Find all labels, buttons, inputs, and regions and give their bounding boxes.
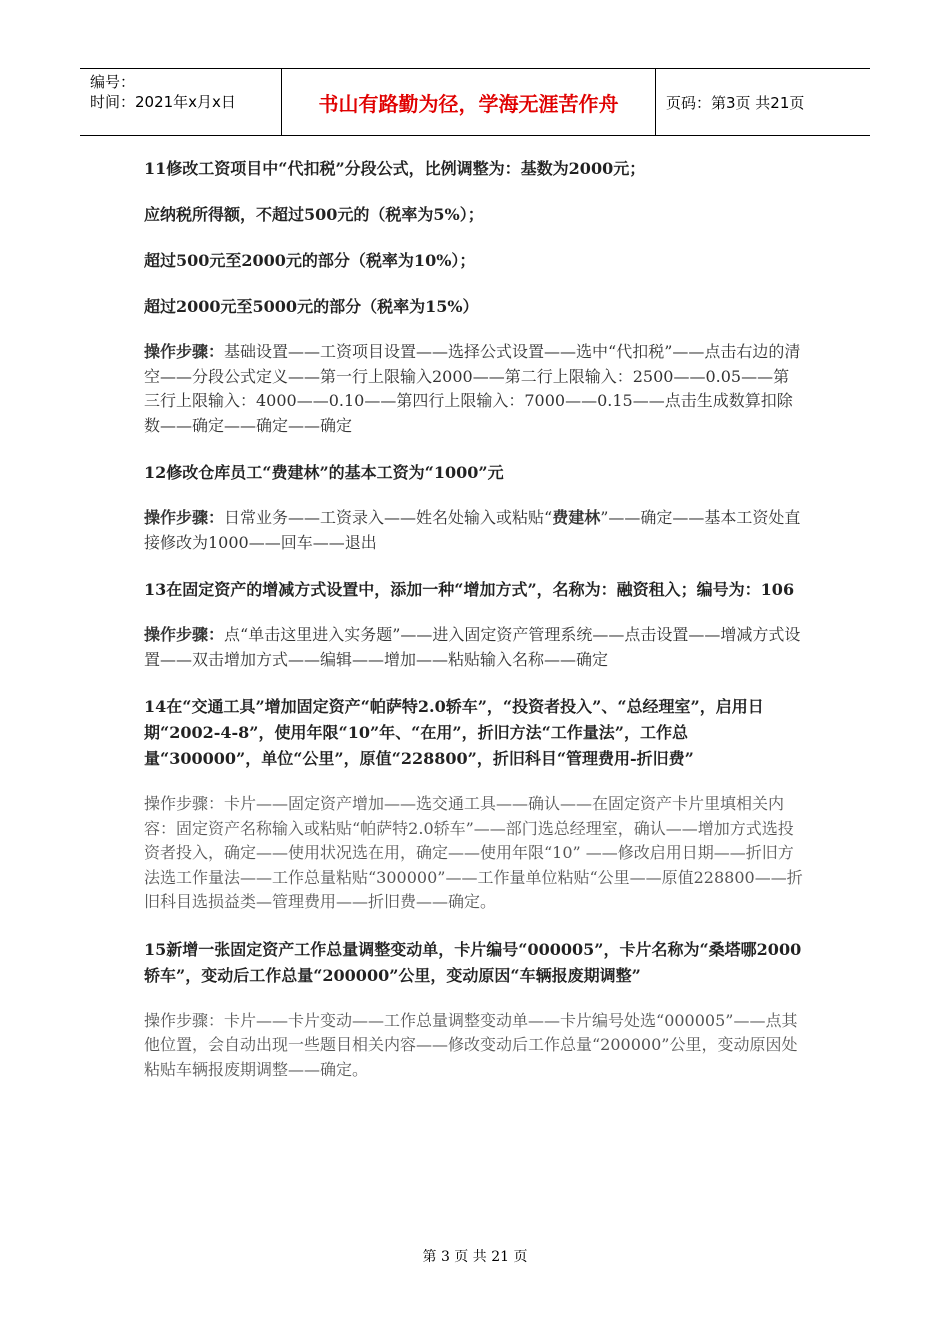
question-11-line4: 超过2000元至5000元的部分（税率为15%） (144, 297, 479, 316)
number-label: 编号： (90, 73, 136, 91)
question-11 (144, 156, 804, 320)
steps-12-bold-name: 费建林 (552, 508, 601, 527)
steps-12 (144, 506, 804, 555)
question-11-line3: 超过500元至2000元的部分（税率为10%）； (144, 251, 476, 270)
steps-13 (144, 623, 804, 672)
page-footer: 第 3 页 共 21 页 (422, 1249, 528, 1265)
header-motto: 书山有路勤为径，学海无涯苦作舟 (282, 69, 656, 135)
question-14: 14在“交通工具”增加固定资产“帕萨特2.0轿车”，“投资者投入”、“总经理室”，启用日期“2002-4-8”，使用年限“10”年、“在用”，折旧方法“工作量法”，工作总量“300000”，单位“公里”，原值“228800”，折旧科目“管理费用-折旧费” (144, 697, 764, 768)
steps-label: 操作步骤： (144, 1010, 225, 1030)
question-11-line1: 11修改工资项目中“代扣税”分段公式，比例调整为：基数为2000元； (144, 159, 646, 178)
steps-15 (144, 1009, 804, 1083)
question-15: 15新增一张固定资产工作总量调整变动单，卡片编号“000005”，卡片名称为“桑塔哪2000轿车”，变动后工作总量“200000”公里，变动原因“车辆报废期调整” (144, 939, 802, 985)
steps-13-text: 点“单击这里进入实务题”——进入固定资产管理系统——点击设置——增减方式设置——双击增加方式——编辑——增加——粘贴输入名称——确定 (144, 625, 801, 669)
steps-label: 操作步骤： (144, 794, 225, 813)
question-11-line2: 应纳税所得额，不超过500元的（税率为5%）； (144, 205, 484, 224)
question-13: 13在固定资产的增减方式设置中，添加一种“增加方式”，名称为：融资租入；编号为：106 (144, 580, 795, 599)
steps-12-text-b: ”——确定——基本工资处直接修改为1000——回车——退出 (144, 508, 801, 552)
steps-label: 操作步骤： (144, 625, 225, 644)
steps-11 (144, 340, 804, 438)
steps-12-text-a: 日常业务——工资录入——姓名处输入或粘贴“ (224, 508, 553, 527)
steps-11-text: 基础设置——工资项目设置——选择公式设置——选中“代扣税”——点击右边的清空——分段公式定义——第一行上限输入2000——第二行上限输入：2500——0.05——第三行上限输入：4000——0.10——第四行上限输入：7000——0.15——点击生成数算扣除数——确定——确定——确定 (144, 342, 801, 435)
page-header (80, 68, 870, 136)
steps-label: 操作步骤： (144, 342, 225, 361)
header-meta (80, 69, 282, 135)
steps-14 (144, 792, 804, 915)
steps-15-text: 卡片——卡片变动——工作总量调整变动单——卡片编号处选“000005”——点其他位置，会自动出现一些题目相关内容——修改变动后工作总量“200000”公里，变动原因处粘贴车辆报废期调整——确定。 (144, 1010, 798, 1079)
steps-label: 操作步骤： (144, 508, 225, 527)
header-page-label: 页码：第3页 共21页 (666, 93, 805, 112)
question-12: 12修改仓库员工“费建林”的基本工资为“1000”元 (144, 463, 504, 482)
document-body (144, 156, 804, 1104)
steps-14-text: 卡片——固定资产增加——选交通工具——确认——在固定资产卡片里填相关内容：固定资产名称输入或粘贴“帕萨特2.0轿车”——部门选总经理室，确认——增加方式选投资者投入，确定——使用状况选在用，确定——使用年限“10” ——修改启用日期——折旧方法选工作量法——工作总量粘贴“300000”——工作量单位粘贴“公里——原值228800——折旧科目选损益类—管理费用——折旧费——确定。 (144, 794, 803, 911)
date-label: 时间：2021年x月x日 (90, 93, 236, 111)
